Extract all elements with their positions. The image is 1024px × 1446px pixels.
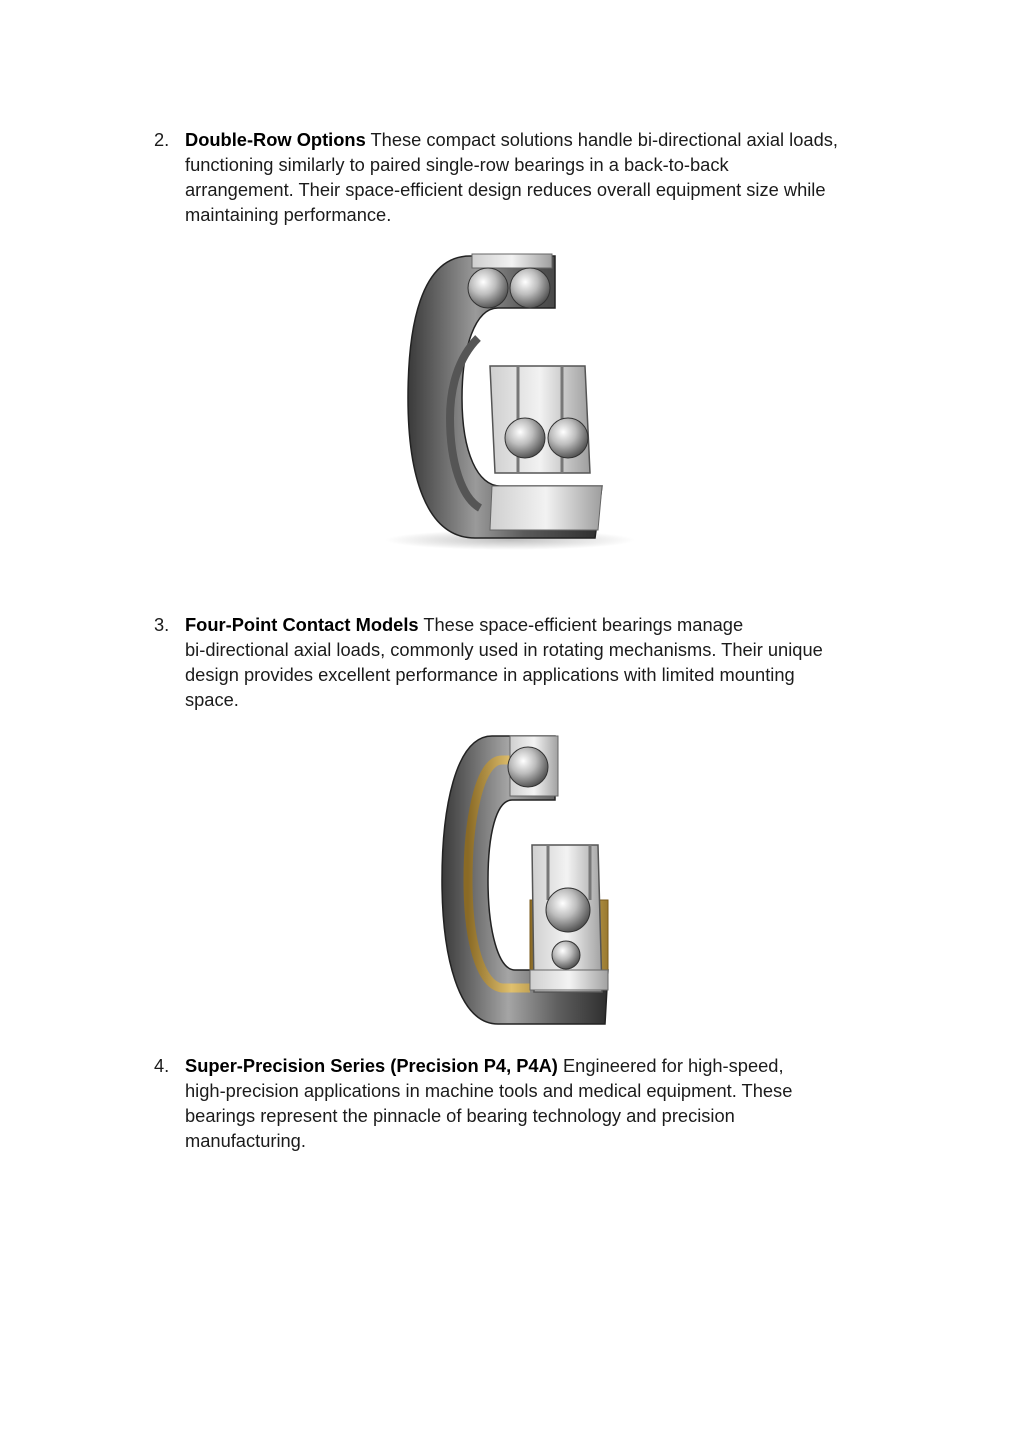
list-number: 4. [154, 1055, 170, 1076]
list-item-line: bi-directional axial loads, commonly used in rotating mechanisms. Their unique [185, 639, 823, 660]
list-item-line: space. [185, 689, 239, 710]
list-number: 2. [154, 129, 170, 150]
list-item-title: Super-Precision Series (Precision P4, P4A) [185, 1055, 558, 1076]
double-row-angular-contact-bearing-icon [380, 248, 642, 554]
list-item-line: arrangement. Their space-efficient design reduces overall equipment size while [185, 179, 826, 200]
list-item-line: design provides excellent performance in applications with limited mounting [185, 664, 795, 685]
list-item-text [185, 1053, 905, 1153]
four-point-bearing-image [430, 730, 615, 1030]
list-item-line: bearings represent the pinnacle of bearing technology and precision [185, 1105, 735, 1126]
list-number: 3. [154, 614, 170, 635]
list-item-line: maintaining performance. [185, 204, 392, 225]
list-item-line: high-precision applications in machine tools and medical equipment. These [185, 1080, 793, 1101]
list-item-first-line [185, 1053, 905, 1078]
list-item-line: Engineered for high-speed, [562, 1055, 784, 1076]
list-item-double-row [154, 127, 914, 227]
list-item-line: These space-efficient bearings manage [423, 614, 744, 635]
list-item-text [185, 612, 905, 712]
list-item-first-line [185, 612, 905, 637]
list-item-title: Four-Point Contact Models [185, 614, 419, 635]
list-item-title: Double-Row Options [185, 129, 366, 150]
list-item-super-precision [154, 1053, 914, 1153]
list-item-four-point [154, 612, 914, 712]
list-item-line: manufacturing. [185, 1130, 306, 1151]
double-row-bearing-image [380, 248, 642, 554]
four-point-contact-bearing-icon [430, 730, 615, 1030]
list-item-first-line [185, 127, 905, 152]
list-item-line: functioning similarly to paired single-row bearings in a back-to-back [185, 154, 729, 175]
list-item-text [185, 127, 905, 227]
list-item-line: These compact solutions handle bi-directional axial loads, [370, 129, 838, 150]
